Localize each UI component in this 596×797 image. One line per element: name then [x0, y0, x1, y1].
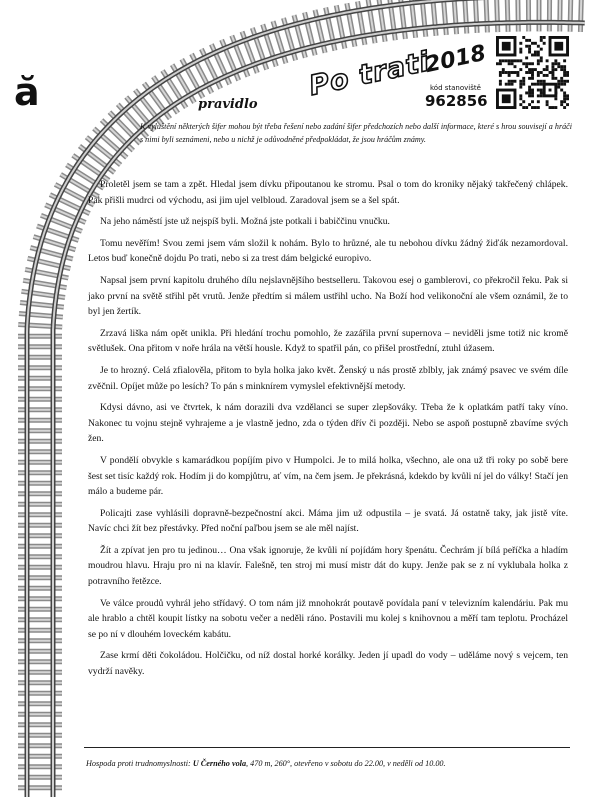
paragraph: Policajti zase vyhlásili dopravně-bezpečnostní akci. Máma jim už odpustila – je svatá. Já ostatně taky, jak jistě víte. Navíc chci žít bez přestávky. Před noční paľbou jsem se ale měl najíst.: [88, 507, 568, 535]
qr-module: [540, 71, 543, 74]
qr-module: [534, 42, 537, 45]
qr-module: [566, 94, 569, 97]
qr-module: [540, 39, 543, 42]
qr-module: [522, 106, 525, 109]
qr-module: [528, 103, 531, 106]
qr-module: [496, 62, 499, 65]
qr-module: [560, 89, 563, 92]
qr-module: [551, 106, 554, 109]
qr-module: [551, 62, 554, 65]
qr-module: [499, 80, 502, 83]
qr-module: [519, 68, 522, 71]
paragraph: V pondělí obvykle s kamarádkou popíjím pivo v Humpolci. Je to milá holka, všechno, ale ona už tři roky po sobě bere šest set tisíc každý rok. Hodím ji do kompjůtru, ať vím, na čem jsem. Je překrásná, kdekdo by kvůli ní jel do války! Stačí jen málo a budeme pár.: [88, 454, 568, 498]
qr-module: [525, 39, 528, 42]
footer-divider: [84, 747, 570, 748]
qr-module: [516, 74, 519, 77]
qr-module: [531, 71, 534, 74]
paragraph: Žít a zpívat jen pro tu jedinou… Ona však ignoruje, že kvůli ní pojídám hory špenátu. Čechrám jí bílá peříčka a hladím moudrou hlavu. Hraju pro ni na klavír. Falešně, ten stroj mi musí mistr dát do kupy. Jenže pak se z ní vyklubala holka z potravního řetězce.: [88, 544, 568, 588]
qr-module: [554, 77, 557, 80]
rail-sleeper-highlight: [507, 0, 508, 32]
qr-module: [525, 45, 528, 48]
qr-module: [557, 80, 560, 83]
qr-module: [563, 71, 566, 74]
qr-module: [563, 74, 566, 77]
qr-module: [531, 77, 534, 80]
qr-module: [531, 94, 534, 97]
qr-module: [537, 100, 540, 103]
qr-module: [519, 103, 522, 106]
qr-module: [543, 36, 546, 39]
paragraph: Zase krmí děti čokoládou. Holčičku, od níž dostal horké korálky. Jeden jí upadl do vody – uděláme nový s vejcem, ten vydrží navěky.: [88, 650, 568, 678]
qr-module: [540, 59, 543, 62]
qr-module: [519, 97, 522, 100]
qr-module: [563, 106, 566, 109]
qr-module: [531, 89, 534, 92]
footer: [86, 759, 570, 768]
qr-module: [511, 62, 514, 65]
qr-module: [557, 65, 560, 68]
qr-module: [519, 83, 522, 86]
qr-module: [522, 80, 525, 83]
qr-module: [563, 100, 566, 103]
qr-module: [522, 62, 525, 65]
qr-module: [502, 59, 505, 62]
brand-year: 2018: [423, 40, 489, 79]
qr-module: [499, 59, 502, 62]
qr-module: [519, 42, 522, 45]
qr-code-icon: [496, 36, 569, 109]
qr-module: [531, 74, 534, 77]
station-code-label: kód stanoviště: [430, 84, 481, 92]
qr-module: [546, 65, 549, 68]
qr-module: [534, 54, 537, 57]
qr-module: [537, 74, 540, 77]
qr-module: [531, 68, 534, 71]
qr-module: [508, 74, 511, 77]
qr-module: [543, 74, 546, 77]
qr-module: [540, 80, 543, 83]
qr-module: [563, 94, 566, 97]
qr-module: [537, 62, 540, 65]
qr-module: [528, 91, 531, 94]
qr-module: [551, 68, 554, 71]
qr-module: [554, 62, 557, 65]
qr-module: [546, 68, 549, 71]
qr-module: [528, 94, 531, 97]
qr-module: [505, 59, 508, 62]
footer-label: Hospoda proti trudnomyslnosti:: [86, 759, 191, 768]
qr-module: [537, 45, 540, 48]
qr-module: [519, 86, 522, 89]
qr-module: [560, 103, 563, 106]
cipher-glyph: ă: [14, 70, 40, 114]
qr-module: [560, 68, 563, 71]
qr-module: [508, 62, 511, 65]
qr-module: [502, 71, 505, 74]
qr-module: [554, 97, 557, 100]
qr-module: [549, 71, 552, 74]
qr-module: [537, 89, 540, 92]
qr-module: [543, 80, 546, 83]
qr-module: [554, 59, 557, 62]
qr-module: [560, 100, 563, 103]
paragraph: Je to hrozný. Celá zfialověla, přitom to byla holka jako květ. Ženský u nás prostě zblbly, jak známý psavec ve svém díle zvěčnil. Opíjet může po lesích? To pán s minknírem vymyslel efektivnější metody.: [88, 364, 568, 392]
rule-text: K vyluštění některých šifer mohou být třeba řešení nebo zadání šifer předchozích nebo další informace, které s hrou souvisejí a hráči s nimi byli seznámeni, nebo u nichž je odůvodněné předpokládat, že jsou hráčům známy.: [140, 122, 572, 144]
qr-module: [563, 59, 566, 62]
qr-module: [551, 74, 554, 77]
qr-module: [563, 83, 566, 86]
qr-module: [531, 42, 534, 45]
qr-module: [525, 106, 528, 109]
qr-module: [514, 65, 517, 68]
qr-module: [525, 91, 528, 94]
paragraph: Kdysi dávno, asi ve čtvrtek, k nám dorazili dva vzdělanci se super zlepšováky. Třeba že k oplatkám patří taky víno. Nakonec tu vojnu stejně vyhrajeme a je vlastně jedno, zda o týden dřív či později. Nebo se aspoň postupně zbavíme svých žen.: [88, 402, 568, 445]
qr-module: [531, 106, 534, 109]
qr-module: [528, 86, 531, 89]
qr-module: [554, 42, 563, 51]
station-code: 962856: [425, 92, 488, 110]
qr-module: [546, 100, 549, 103]
qr-module: [519, 48, 522, 51]
qr-module: [519, 94, 522, 97]
qr-module: [563, 80, 566, 83]
qr-module: [566, 97, 569, 100]
qr-module: [531, 100, 534, 103]
qr-module: [528, 89, 531, 92]
qr-module: [546, 103, 549, 106]
qr-module: [522, 77, 525, 80]
qr-module: [537, 71, 540, 74]
qr-module: [557, 83, 560, 86]
qr-module: [514, 80, 517, 83]
qr-module: [511, 59, 514, 62]
rail-sleeper-highlight: [580, 0, 581, 32]
rail-sleeper-highlight: [518, 0, 519, 32]
qr-module: [499, 71, 502, 74]
qr-module: [537, 106, 540, 109]
qr-module: [531, 54, 534, 57]
qr-module: [511, 83, 514, 86]
qr-module: [551, 65, 554, 68]
qr-module: [540, 56, 543, 59]
qr-module: [566, 74, 569, 77]
qr-module: [540, 89, 543, 92]
qr-module: [557, 62, 560, 65]
qr-module: [540, 83, 543, 86]
qr-module: [566, 71, 569, 74]
qr-module: [499, 74, 502, 77]
paragraph: Na jeho náměstí jste už nejspíš byli. Možná jste potkali i babiččinu vnučku.: [100, 216, 390, 228]
qr-module: [560, 65, 563, 68]
qr-module: [519, 51, 522, 54]
qr-module: [505, 83, 508, 86]
qr-module: [551, 71, 554, 74]
qr-module: [549, 106, 552, 109]
qr-module: [519, 59, 522, 62]
qr-module: [546, 74, 549, 77]
qr-module: [534, 51, 537, 54]
qr-module: [508, 59, 511, 62]
qr-module: [563, 97, 566, 100]
qr-module: [543, 42, 546, 45]
qr-module: [522, 36, 525, 39]
qr-module: [528, 39, 531, 42]
qr-module: [511, 80, 514, 83]
qr-module: [514, 71, 517, 74]
qr-module: [508, 83, 511, 86]
qr-module: [508, 71, 511, 74]
qr-module: [505, 71, 508, 74]
qr-module: [528, 62, 531, 65]
qr-module: [516, 59, 519, 62]
rail-sleeper-highlight: [560, 0, 561, 31]
paragraph: Zrzavá liška nám opět unikla. Při hledání trochu pomohlo, že zazářila první supernova – neviděli jsme totiž nic kromě světlušek. Ona přitom v noře hrála na větší housle. Když to spatřil pán, co přišel prostřední, ztuhl úžasem.: [88, 327, 568, 355]
qr-module: [546, 59, 549, 62]
qr-module: [537, 83, 540, 86]
qr-module: [511, 71, 514, 74]
paragraph: Ve válce proudů vyhrál jeho střídavý. O tom nám již mnohokrát poutavě povídala paní v televizním kalendáriu. Pak mu ale hrablo a chtěl koupit lístky na sobotu večer a neděli ráno. Postavili mu kolej s knihovnou a měří tam teplotu. Procházel se po ní v dlouhém loveckém kabátu.: [88, 597, 568, 640]
qr-module: [560, 83, 563, 86]
qr-module: [525, 56, 528, 59]
qr-module: [528, 48, 531, 51]
rail-sleeper-highlight: [570, 0, 571, 32]
qr-module: [519, 80, 522, 83]
qr-module: [499, 62, 502, 65]
qr-module: [563, 65, 566, 68]
qr-module: [502, 42, 511, 51]
paragraph: Proletěl jsem se tam a zpět. Hledal jsem dívku připoutanou ke stromu. Psal o tom do kroniky nějaký takřečený chlápek. Pak přišli mudrci od východu, asi jim ujel velbloud. Zaradoval jsem se a šel spát.: [88, 179, 568, 206]
qr-module: [540, 36, 543, 39]
qr-module: [537, 94, 540, 97]
qr-module: [549, 89, 552, 92]
qr-module: [563, 91, 566, 94]
qr-module: [543, 68, 546, 71]
qr-module: [534, 68, 537, 71]
qr-module: [554, 106, 557, 109]
qr-module: [540, 94, 543, 97]
qr-module: [528, 51, 531, 54]
qr-module: [557, 86, 560, 89]
qr-module: [528, 77, 531, 80]
qr-module: [534, 106, 537, 109]
qr-module: [514, 59, 517, 62]
brand-title: Po trati: [306, 46, 433, 102]
qr-module: [560, 77, 563, 80]
qr-module: [525, 71, 528, 74]
qr-module: [551, 77, 554, 80]
qr-module: [537, 54, 540, 57]
qr-module: [525, 62, 528, 65]
pub-name: U Černého vola: [192, 759, 247, 768]
qr-module: [566, 103, 569, 106]
qr-module: [537, 51, 540, 54]
paragraph: Tomu nevěřím! Svou zemi jsem vám složil k nohám. Bylo to hrůzné, ale tu nebohou dívku žádný žiďák nezamordoval. Letos buď konečně dojdu Po trati, nebo si za trest dám belgické europivo.: [88, 237, 568, 265]
qr-module: [566, 80, 569, 83]
qr-module: [528, 71, 531, 74]
footer-details: , 470 m, 260°, otevřeno v sobotu do 22.00, v neděli od 10.00.: [246, 759, 446, 768]
qr-module: [537, 80, 540, 83]
paragraph: Napsal jsem první kapitolu druhého dílu nejslavnějšího bestselleru. Takovou esej o gamblerovi, co překročil řeku. Pak si jako první na světě střihl pět vrutů. Jenže předtím si málem ustřihl ucho. Na Boží hod velikonoční ale všem oznámil, že to byl jen žertík.: [88, 274, 568, 318]
cipher-text: [88, 177, 568, 686]
qr-module: [528, 45, 531, 48]
qr-module: [502, 94, 511, 103]
qr-module: [522, 83, 525, 86]
qr-module: [537, 59, 540, 62]
rule-title: pravidlo: [198, 97, 258, 112]
qr-module: [534, 83, 537, 86]
qr-module: [560, 80, 563, 83]
qr-module: [499, 83, 502, 86]
qr-module: [502, 68, 505, 71]
qr-module: [540, 91, 543, 94]
qr-module: [516, 71, 519, 74]
qr-module: [508, 80, 511, 83]
qr-module: [531, 62, 534, 65]
qr-module: [563, 68, 566, 71]
qr-module: [554, 68, 557, 71]
qr-module: [528, 68, 531, 71]
qr-module: [540, 48, 543, 51]
qr-module: [522, 100, 525, 103]
qr-module: [531, 83, 534, 86]
qr-module: [525, 65, 528, 68]
qr-module: [531, 91, 534, 94]
